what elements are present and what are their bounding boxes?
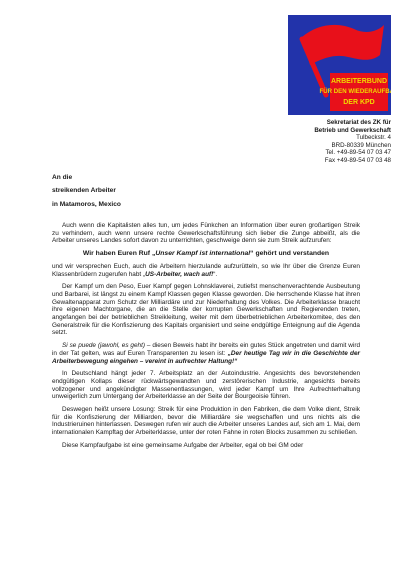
- sender-fax: Fax +49-89-54 07 03 48: [324, 156, 391, 164]
- kpd-logo: [288, 15, 391, 115]
- paragraph-task: Diese Kampfaufgabe ist eine gemeinsame Aufgabe der Arbeiter, egal ob bei GM oder: [62, 441, 304, 449]
- letter-headline: [52, 250, 360, 258]
- paragraph-germany: In Deutschland hängt jeder 7. Arbeitsplatz an der Autoindustrie. Angesichts des bevorstehenden endgültigen Kollaps dieser rückwärtsgewandten und zerstörerischen Industrie, angesichts bereits vollzogener und angekündigter Massenentlassungen, wird jeder Kampf um Ihre Aufrechterhaltung unweigerlich zum Untergang der Arbeiterklasse an der Seite der Bourgeoisie führen.: [52, 370, 360, 401]
- si-se-puede-phrase: Si se puede (jawohl, es geht): [62, 342, 145, 350]
- recipient-line-3: in Matamoros, Mexico: [52, 200, 121, 208]
- sender-address: [221, 119, 391, 165]
- headline-pre: Wir haben Euren Ruf „: [82, 250, 156, 258]
- sender-line-1: Sekretariat des ZK für: [326, 119, 391, 126]
- sender-city: BRD-80339 München: [331, 141, 391, 149]
- sender-street: Tulbeckstr. 4: [356, 134, 391, 142]
- recipient-line-1: An die: [52, 174, 73, 181]
- promise-end: “.: [213, 270, 218, 278]
- paragraph-intro: Auch wenn die Kapitalisten alles tun, um jedes Fünkchen an Information über euren großartigen Streik zu verhindern, auch wenn unsere rechte Gewerkschaftsführung sich lieber die Zunge abbeißt, als die Arbeiter unseres Landes sofort davon zu unterrichten, geschweige denn sie zum Streik aufzurufen:: [52, 222, 360, 245]
- si-se-puede-text: – diesen Beweis habt ihr bereits ein gutes Stück angetreten und damit wird in der Tat gelten, was auf Euren Transparenten zu lesen ist:: [52, 342, 361, 357]
- recipient-address: [52, 171, 121, 211]
- headline-post: “ gehört und verstanden: [250, 250, 330, 258]
- headline-slogan: Unser Kampf ist international: [155, 250, 251, 258]
- banner-quote: „Der heutige Tag wir in die Geschichte der Arbeiterbewegung eingehen – vereint in aufrechter Haltung!“: [52, 349, 360, 365]
- paragraph-slogan: Deswegen heißt unsere Losung: Streik für eine Produktion in den Fabriken, die dem Volke dient, Streik für die Konfiszierung der Milliarden, bevor die Milliardäre sie wegschaffen und uns nichts als die Industrieruinen hinterlassen. Deswegen rufen wir auch die Arbeiter unseres Landes auf, sich am 1. Mai, dem internationalen Kampftag der Arbeiterklasse, unter der roten Fahne in roten Blocks zusammen zu schließen.: [52, 406, 360, 437]
- paragraph-promise: [52, 263, 360, 278]
- flag-emblem-icon: [288, 15, 391, 115]
- sender-phone: Tel. +49-89-54 07 03 47: [325, 149, 391, 157]
- recipient-line-2: streikenden Arbeiter: [52, 187, 116, 195]
- logo-line-3: DER KPD: [343, 99, 375, 106]
- promise-slogan: US-Arbeiter, wach auf!: [145, 270, 214, 278]
- sender-line-2: Betrieb und Gewerkschaft: [314, 126, 391, 134]
- logo-line-2: FÜR DEN WIEDERAUFBAU: [319, 88, 391, 95]
- paragraph-si-se-puede: [52, 342, 360, 365]
- promise-text: und wir versprechen Euch, auch die Arbeitern hierzulande aufzurütteln, so wie Ihr über die Grenze Euren Klassenbrüdern zugerufen habt „: [52, 262, 360, 278]
- letter-body: [52, 222, 360, 455]
- paragraph-peso: Der Kampf um den Peso, Euer Kampf gegen Lohnsklaverei, zutiefst menschenverachtende Ausbeutung und Barbarei, ist längst zu einem Kampf Klassen gegen Klasse geworden. Die herrschende Klasse hat ihren Gewaltenapparat zum Schutz der Milliardäre und zur Niederhaltung des Volkes. Die Arbeiterklasse braucht ihre eigenen Machtorgane, die an die Stelle der korrupten Gewerkschaften und Regierenden treten, angefangen bei der betrieblichen Streikleitung, weiter mit dem überbetrieblichen Arbeiterkomitee, des den Generalstreik für die Konfiszierung des Kapitals organisiert und seine endgültige Enteignung auf die Agenda setzt.: [52, 283, 360, 337]
- logo-line-1: ARBEITERBUND: [331, 78, 387, 85]
